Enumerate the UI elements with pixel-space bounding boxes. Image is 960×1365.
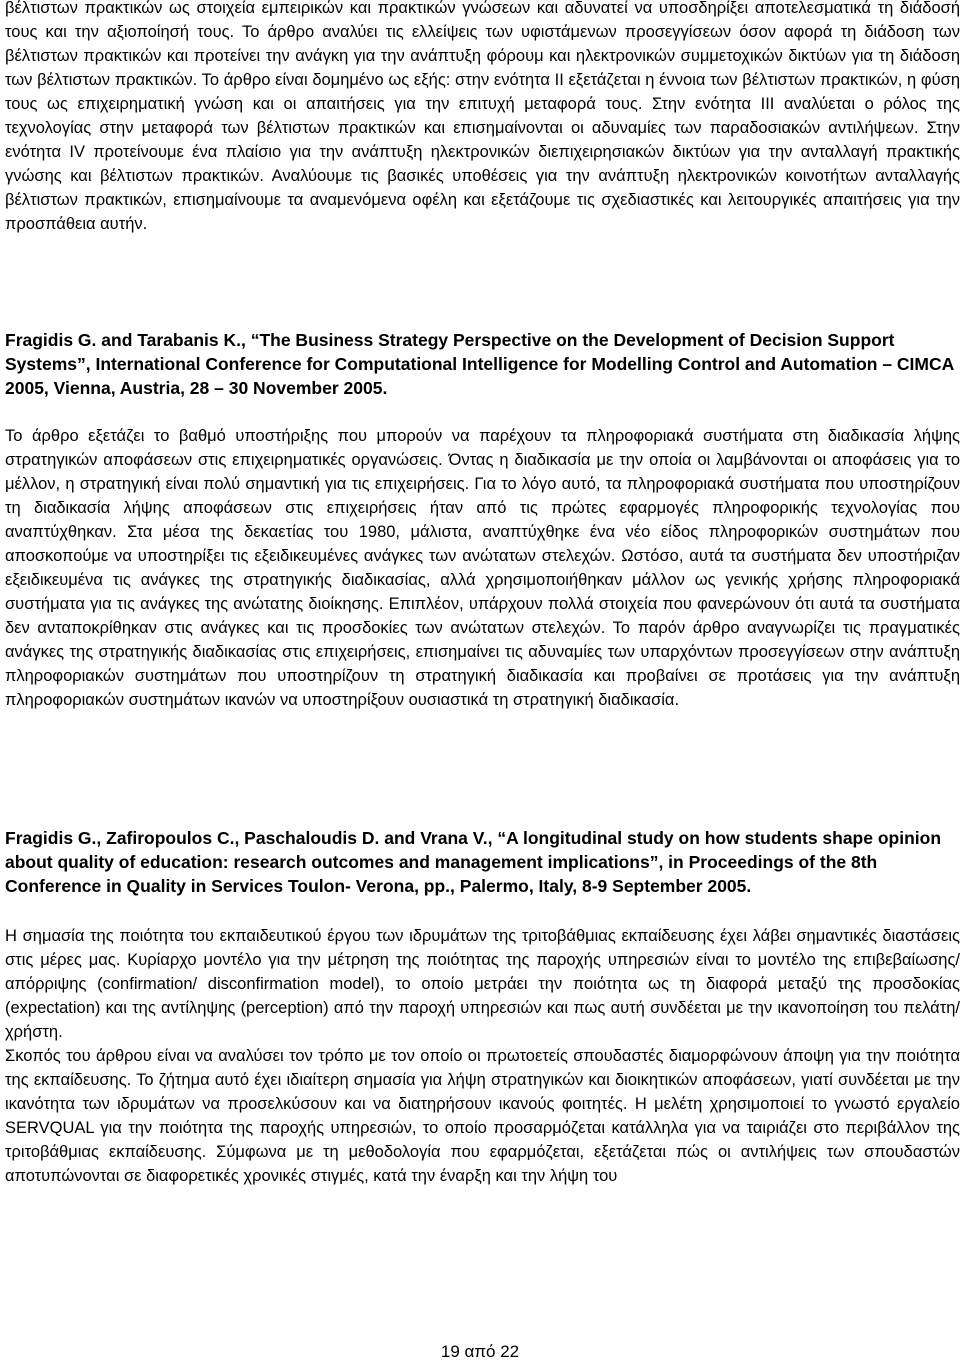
entry-1-abstract-section (5, 424, 960, 712)
entry-2-abstract-paragraph-2: Σκοπός του άρθρου είναι να αναλύσει τον τρόπο με τον οποίο οι πρωτοετείς σπουδαστές διαμορφώνουν άποψη για την ποιότητα της εκπαίδευσης. Το ζήτημα αυτό έχει ιδιαίτερη σημασία για λήψη στρατηγικών και διοικητικών αποφάσεων, γιατί συνδέεται με την ικανότητα των ιδρυμάτων να προσελκύσουν και να διατηρήσουν ικανούς φοιτητές. Η μελέτη χρησιμοποιεί το γνωστό εργαλείο SERVQUAL για την ποιότητα της παροχής υπηρεσιών, το οποίο προσαρμόζεται κατάλληλα για να ταιριάζει στο περιβάλλον της τριτοβάθμιας εκπαίδευσης. Σύμφωνα με τη μεθοδολογία που εφαρμόζεται, εξετάζεται πώς οι αντιλήψεις των σπουδαστών αποτυπώνονται σε διαφορετικές χρονικές στιγμές, κατά την έναρξη και την λήψη του (5, 1047, 960, 1185)
entry-2-abstract-paragraph-1: Η σημασία της ποιότητα του εκπαιδευτικού έργου των ιδρυμάτων της τριτοβάθμιας εκπαίδευσης έχει λάβει σημαντικές διαστάσεις στις μέρες μας. Κυρίαρχο μοντέλο για την μέτρηση της ποιότητας της παροχής υπηρεσιών είναι το μοντέλο της επιβεβαίωσης/ απόρριψης (confirmation/ disconfirmation model), το οποίο μετράει την ποιότητα ως τη διαφορά μεταξύ της προσδοκίας (expectation) και της αντίληψης (perception) από την παροχή υπηρεσιών και πως αυτή συνδέεται με την ικανοποίηση του πελάτη/ χρήστη. (5, 927, 960, 1041)
entry-1-heading: Fragidis G. and Tarabanis K., “The Business Strategy Perspective on the Development of Decision Support Systems”, International Conference for Computational Intelligence for Modelling Control and Automation – CIMCA 2005, Vienna, Austria, 28 – 30 November 2005. (5, 330, 954, 398)
entry-1-citation (5, 328, 960, 400)
entry-2-citation (5, 826, 960, 898)
page-number: 19 από 22 (440, 1342, 520, 1361)
intro-paragraph: βέλτιστων πρακτικών ως στοιχεία εμπειρικών και πρακτικών γνώσεων και αδυνατεί να υποσδηρίξει αποτελεσματικά τη διάδοσή τους και την αξιοποίησή τους. Το άρθρο αναλύει τις ελλείψεις των υφιστάμενων προσεγγίσεων όσον αφορά τη διάδοση των βέλτιστων πρακτικών και προτείνει την ανάγκη για την ανάπτυξη φόρουμ και ηλεκτρονικών συμμετοχικών δικτύων για τη διάδοση των βέλτιστων πρακτικών. Το άρθρο είναι δομημένο ως εξής: στην ενότητα II εξετάζεται η έννοια των βέλτιστων πρακτικών, η φύση τους ως επιχειρηματική γνώση και οι απαιτήσεις για την επιτυχή μεταφορά τους. Στην ενότητα III αναλύεται ο ρόλος της τεχνολογίας στην μεταφορά των βέλτιστων πρακτικών και επισημαίνονται οι αδυναμίες των παραδοσιακών αντιλήψεων. Στην ενότητα IV προτείνουμε ένα πλαίσιο για την ανάπτυξη ηλεκτρονικών διεπιχειρησιακών δικτύων για την ανταλλαγή πρακτικής γνώσης και βέλτιστων πρακτικών. Αναλύουμε τις βασικές υποθέσεις για την ανάπτυξη ηλεκτρονικών κοινοτήτων ανταλλαγής βέλτιστων πρακτικών, επισημαίνουμε τα αναμενόμενα οφέλη και εξετάζουμε τις σχεδιαστικές και λειτουργικές απαιτήσεις για την προσπάθεια αυτήν. (5, 0, 960, 233)
entry-2-heading: Fragidis G., Zafiropoulos C., Paschaloudis D. and Vrana V., “A longitudinal study on how students shape opinion about quality of education: research outcomes and management implications”, in Proceedings of the 8th Conference in Quality in Services Toulon- Verona, pp., Palermo, Italy, 8-9 September 2005. (5, 828, 942, 896)
entry-1-abstract: Το άρθρο εξετάζει το βαθμό υποστήριξης που μπορούν να παρέχουν τα πληροφοριακά συστήματα στη διαδικασία λήψης στρατηγικών αποφάσεων στις επιχειρηματικές οργανώσεις. Όντας η διαδικασία με την οποία οι λαμβάνονται οι αποφάσεις για το μέλλον, η στρατηγική είναι πολύ σημαντική για τις επιχειρήσεις. Για το λόγο αυτό, τα πληροφοριακά συστήματα που υποστηρίζουν τη διαδικασία λήψης αποφάσεων στις επιχειρήσεις ήταν από τις πρώτες εφαρμογές πληροφορικής τεχνολογίας που αναπτύχθηκαν. Στα μέσα της δεκαετίας του 1980, μάλιστα, αναπτύχθηκε ένα νέο είδος πληροφορικών συστημάτων που αποσκοπούμε να υποστηρίξει τις εξειδικευμένες ανάγκες των ανώτατων στελεχών. Ωστόσο, αυτά τα συστήματα δεν υποστήριζαν εξειδικευμένα τις ανάγκες της στρατηγικής διαδικασίας, αλλά χρησιμοποιήθηκαν μάλλον ως γενικής χρήσης πληροφοριακά συστήματα για τις ανάγκες της ανώτατης διοίκησης. Επιπλέον, υπάρχουν πολλά στοιχεία που φανερώνουν ότι αυτά τα συστήματα δεν ανταποκρίθηκαν στις ανάγκες και τις προσδοκίες των ανώτατων στελεχών. Το παρόν άρθρο αναγνωρίζει τις πραγματικές ανάγκες της στρατηγικής διαδικασίας στις επιχειρήσεις, επισημαίνει τις αδυναμίες των υπαρχόντων προσεγγίσεων στην ανάπτυξη πληροφοριακών συστημάτων που υποστηρίζουν τη στρατηγική διαδικασία και προβαίνει σε προτάσεις για την ανάπτυξη πληροφοριακών συστημάτων ικανών να υποστηρίξουν ουσιαστικά τη στρατηγική διαδικασία. (5, 427, 960, 709)
entry-2-abstract-section (5, 924, 960, 1188)
intro-section (5, 0, 960, 236)
